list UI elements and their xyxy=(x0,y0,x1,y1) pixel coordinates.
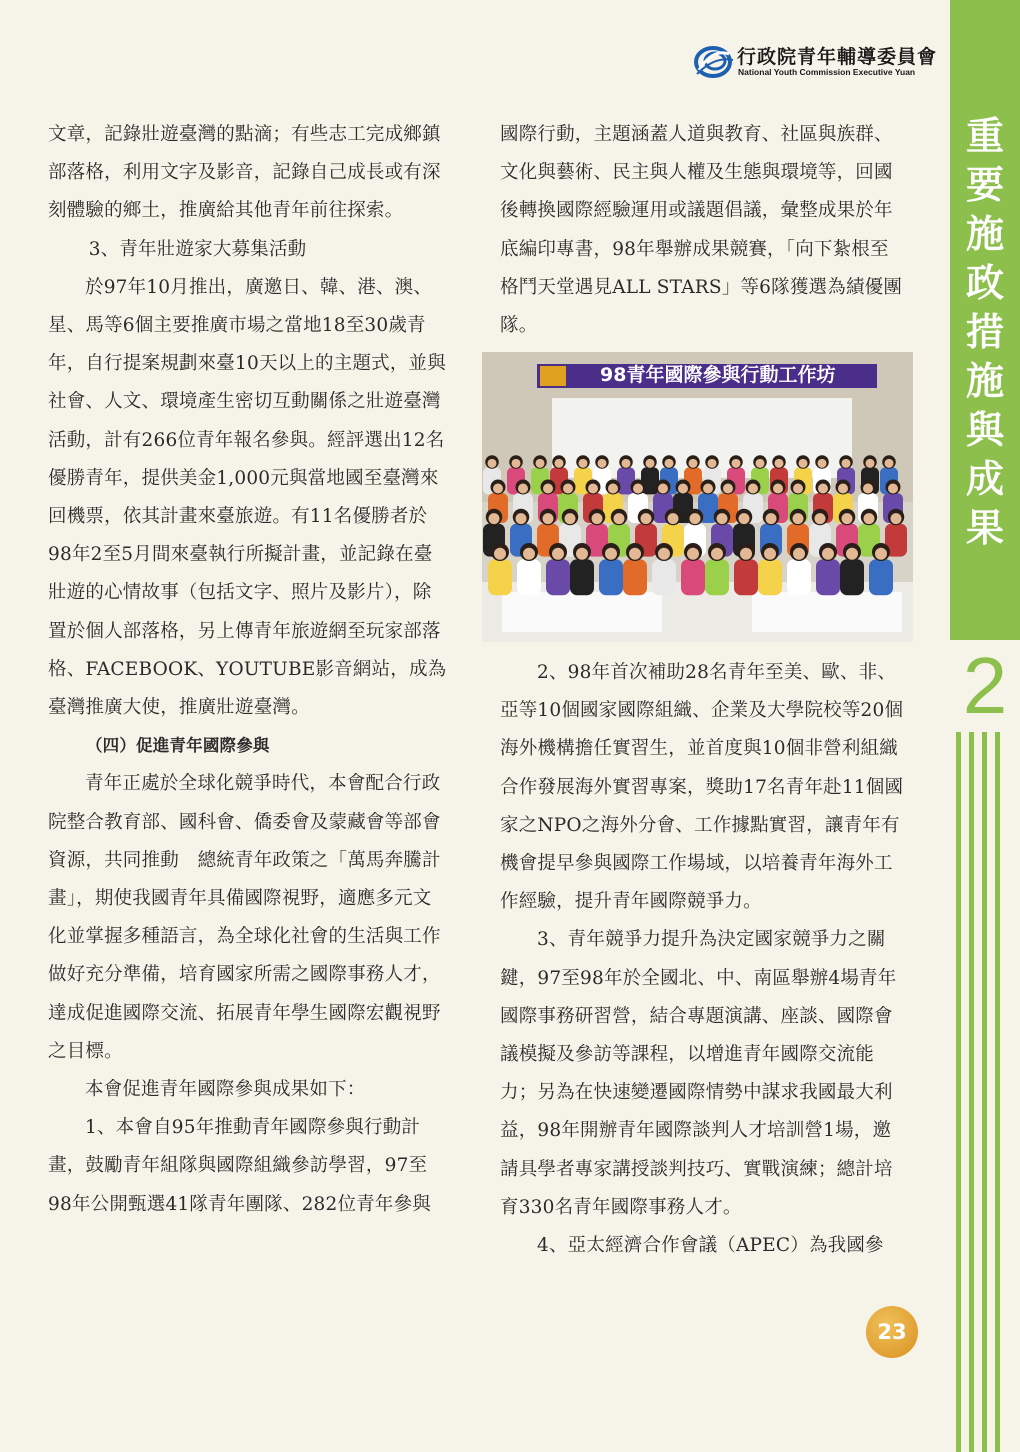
group-photo-image xyxy=(482,352,913,642)
person-face xyxy=(793,513,804,524)
person-face xyxy=(891,513,902,524)
person-face xyxy=(846,548,858,560)
person-face xyxy=(864,513,875,524)
person-body xyxy=(787,559,811,595)
person-body xyxy=(517,559,541,595)
person-face xyxy=(536,459,545,468)
person-face xyxy=(579,459,588,468)
person-face xyxy=(885,459,894,468)
person-face xyxy=(563,484,573,494)
decorative-bars xyxy=(956,732,1016,1452)
section-title-char: 成 xyxy=(965,457,1004,501)
person-face xyxy=(842,513,853,524)
section-title-char: 施 xyxy=(965,212,1004,256)
decor-bar xyxy=(956,732,961,1452)
section-heading: （四）促進青年國際參與 xyxy=(85,736,270,756)
person-face xyxy=(516,513,527,524)
body-paragraph: 本會促進青年國際參與成果如下： xyxy=(85,1079,366,1101)
section-title-char: 政 xyxy=(965,261,1004,305)
body-paragraph: 於97年10月推出，廣邀日、韓、港、澳、星、馬等6個主要推廣市場之當地18至30歲青年，自行提案規劃來臺10天以上的主題式，並與社會、人文、環境產生密切互動關係之壯遊臺灣活動，計有266位青年報名參與。經評選出12名優勝青年，提供美金1,000元與當地國至臺灣來回機票，依其計畫來臺旅遊。有11名優勝者於98年2至5月間來臺執行所擬計畫，並記錄在臺壯遊的心情故事（包括文字、照片及影片），除置於個人部落格，另上傳青年旅遊網至玩家部落格、FACEBOOK、YOUTUBE影音網站，成為臺灣推廣大使，推廣壯遊臺灣。 xyxy=(48,276,447,719)
person-face xyxy=(523,548,535,560)
person-face xyxy=(766,513,777,524)
person-face xyxy=(608,484,618,494)
person-face xyxy=(658,548,670,560)
person-body xyxy=(623,559,647,595)
person-body xyxy=(681,559,705,595)
person-face xyxy=(658,484,668,494)
person-face xyxy=(818,484,828,494)
person-body xyxy=(570,559,594,595)
body-paragraph: 國際行動，主題涵蓋人道與教育、社區與族群、文化與藝術、民主與人權及生態與環境等，回國後轉換國際經驗運用或議題倡議，彙整成果於年底編印專書，98年舉辦成果競賽，「向下紮根至格鬥天堂遇見ALL STARS」等6隊獲選為績優團隊。 xyxy=(500,124,903,337)
person-face xyxy=(711,548,723,560)
person-face xyxy=(633,484,643,494)
section-title-char: 與 xyxy=(965,408,1004,452)
right-column-bottom xyxy=(500,654,904,1265)
person-face xyxy=(518,484,528,494)
person-face xyxy=(773,484,783,494)
person-face xyxy=(555,459,564,468)
person-face xyxy=(818,459,827,468)
person-face xyxy=(646,459,655,468)
swirl-logo-icon xyxy=(693,42,735,80)
person-face xyxy=(690,513,701,524)
section-title-char: 措 xyxy=(965,310,1004,354)
person-face xyxy=(764,548,776,560)
section-title-char: 果 xyxy=(965,506,1004,550)
person-body xyxy=(734,559,758,595)
person-face xyxy=(723,484,733,494)
person-face xyxy=(488,459,497,468)
person-face xyxy=(866,459,875,468)
group-photo xyxy=(482,352,913,642)
org-name-zh: 行政院青年輔導委員會 xyxy=(737,46,938,68)
person-face xyxy=(641,513,652,524)
page-number: 23 xyxy=(866,1306,918,1358)
person-body xyxy=(869,559,893,595)
person-face xyxy=(493,484,503,494)
body-paragraph: 1、本會自95年推動青年國際參與行動計畫，鼓勵青年組隊與國際組織參訪學習，97至98年公開甄選41隊青年團隊、282位青年參與 xyxy=(48,1117,431,1215)
person-face xyxy=(689,459,698,468)
person-face xyxy=(732,459,741,468)
section-title-char: 重 xyxy=(965,114,1004,158)
decor-bar xyxy=(995,732,1000,1452)
person-face xyxy=(605,548,617,560)
person-face xyxy=(668,513,679,524)
body-paragraph: 2、98年首次補助28名青年至美、歐、非、亞等10個國家國際組織、企業及大學院校等20個海外機構擔任實習生，並首度與10個非營利組織合作發展海外實習專案，獎助17名青年赴11個國家之NPO之海外分會、工作據點實習，讓青年有機會提早參與國際工作場域，以培養青年海外工作經驗，提升青年國際競爭力。 xyxy=(500,662,904,913)
person-body xyxy=(758,559,782,595)
person-face xyxy=(815,513,826,524)
photo-banner-text: 98青年國際參與行動工作坊 xyxy=(600,364,836,386)
section-title-char: 要 xyxy=(965,163,1004,207)
left-column xyxy=(48,116,450,1224)
body-paragraph: 文章，記錄壯遊臺灣的點滴；有些志工完成鄉鎮部落格，利用文字及影音，記錄自己成長或有深刻體驗的鄉土，推廣給其他青年前往探索。 xyxy=(48,124,441,222)
person-face xyxy=(687,548,699,560)
body-paragraph: 4、亞太經濟合作會議（APEC）為我國參 xyxy=(537,1235,884,1257)
person-face xyxy=(678,484,688,494)
org-name-en: National Youth Commission Executive Yuan xyxy=(738,67,916,77)
person-face xyxy=(793,548,805,560)
section-title-char: 施 xyxy=(965,359,1004,403)
person-face xyxy=(576,548,588,560)
body-paragraph: 3、青年競爭力提升為決定國家競爭力之關鍵，97至98年於全國北、中、南區舉辦4場青年國際事務研習營，結合專題演講、座談、國際會議模擬及參訪等課程，以增進青年國際交流能力；另為在快速變遷國際情勢中謀求我國最大利益，98年開辦青年國際談判人才培訓營1場，邀請具學者專家講授談判技巧、實戰演練；總計培育330名青年國際事務人才。 xyxy=(500,929,897,1218)
right-column-top xyxy=(500,116,904,345)
person-face xyxy=(703,484,713,494)
person-face xyxy=(598,459,607,468)
chapter-number: 2 xyxy=(962,641,1008,730)
person-face xyxy=(799,459,808,468)
person-body xyxy=(705,559,729,595)
person-face xyxy=(622,459,631,468)
person-face xyxy=(543,484,553,494)
person-body xyxy=(488,559,512,595)
person-face xyxy=(822,548,834,560)
person-body xyxy=(546,559,570,595)
person-face xyxy=(708,459,717,468)
person-face xyxy=(775,459,784,468)
person-face xyxy=(543,513,554,524)
person-face xyxy=(756,459,765,468)
person-face xyxy=(489,513,500,524)
person-face xyxy=(888,484,898,494)
person-face xyxy=(565,513,576,524)
person-body xyxy=(599,559,623,595)
person-face xyxy=(739,513,750,524)
person-face xyxy=(748,484,758,494)
person-body xyxy=(652,559,676,595)
person-face xyxy=(842,459,851,468)
person-body xyxy=(816,559,840,595)
person-body xyxy=(840,559,864,595)
person-face xyxy=(665,459,674,468)
person-face xyxy=(494,548,506,560)
person-face xyxy=(592,513,603,524)
person-face xyxy=(588,484,598,494)
body-paragraph: 青年正處於全球化競爭時代，本會配合行政院整合教育部、國科會、僑委會及蒙藏會等部會資源，共同推動 總統青年政策之「萬馬奔騰計畫」，期使我國青年具備國際視野，適應多元文化並掌握多種語言，為全球化社會的生活與工作做好充分準備，培育國家所需之國際事務人才，達成促進國際交流、拓展青年學生國際宏觀視野之目標。 xyxy=(48,773,441,1062)
person-face xyxy=(512,459,521,468)
header-logo xyxy=(693,42,938,82)
person-face xyxy=(838,484,848,494)
decor-bar xyxy=(982,732,987,1452)
person-face xyxy=(740,548,752,560)
decor-bar xyxy=(969,732,974,1452)
person-face xyxy=(614,513,625,524)
person-face xyxy=(793,484,803,494)
person-face xyxy=(863,484,873,494)
section-title xyxy=(950,112,1020,553)
person-face xyxy=(629,548,641,560)
person-face xyxy=(552,548,564,560)
sub-item-title: 3、青年壯遊家大募集活動 xyxy=(88,238,307,260)
person-face xyxy=(717,513,728,524)
person-face xyxy=(875,548,887,560)
